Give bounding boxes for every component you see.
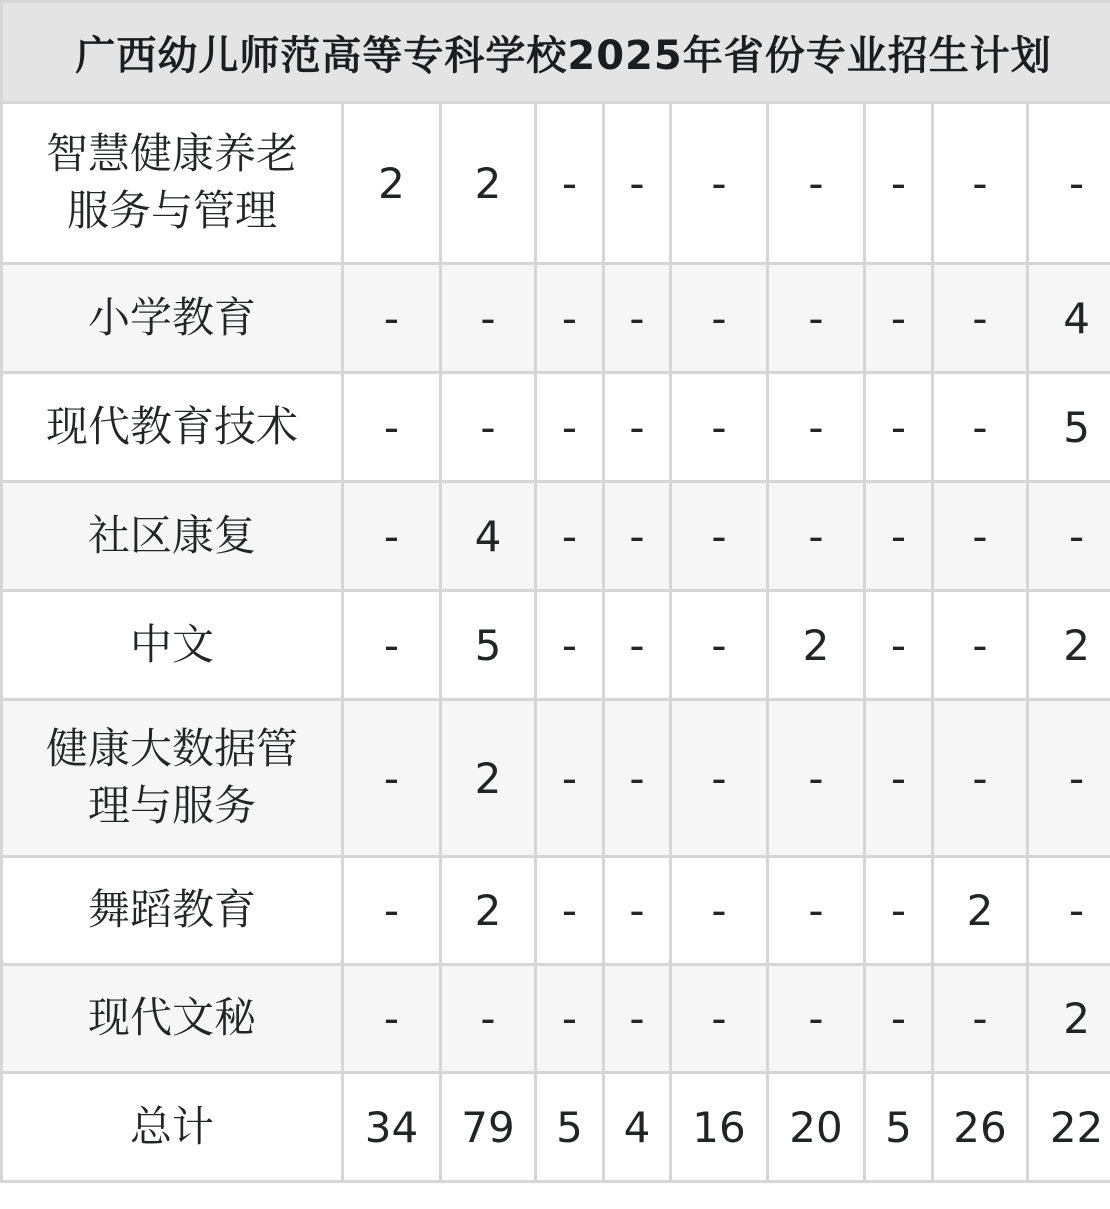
value-cell: 4 xyxy=(605,1074,669,1180)
row-label: 舞蹈教育 xyxy=(3,858,341,963)
value-cell: - xyxy=(866,592,931,698)
title-row xyxy=(3,3,1110,101)
table-row xyxy=(3,483,1110,589)
value-cell: 26 xyxy=(934,1074,1026,1180)
value-cell: - xyxy=(605,592,669,698)
value-cell: - xyxy=(605,966,669,1071)
value-cell: - xyxy=(537,104,602,262)
value-cell: - xyxy=(344,265,439,371)
value-cell: - xyxy=(866,374,931,480)
value-cell: - xyxy=(934,483,1026,589)
value-cell: 2 xyxy=(1029,592,1110,698)
value-cell: - xyxy=(537,265,602,371)
value-cell: - xyxy=(605,104,669,262)
value-cell: - xyxy=(344,374,439,480)
value-cell: - xyxy=(866,104,931,262)
value-cell: - xyxy=(442,966,534,1071)
value-cell: - xyxy=(537,483,602,589)
value-cell: - xyxy=(344,483,439,589)
row-label: 健康大数据管理与服务 xyxy=(3,701,341,855)
value-cell: 2 xyxy=(934,858,1026,963)
value-cell: 2 xyxy=(442,701,534,855)
table-row xyxy=(3,701,1110,855)
value-cell: 5 xyxy=(537,1074,602,1180)
value-cell: - xyxy=(672,592,766,698)
value-cell: - xyxy=(672,265,766,371)
value-cell: 5 xyxy=(1029,374,1110,480)
value-cell: 2 xyxy=(1029,966,1110,1071)
value-cell: 5 xyxy=(866,1074,931,1180)
value-cell: - xyxy=(672,374,766,480)
row-label: 社区康复 xyxy=(3,483,341,589)
value-cell: 2 xyxy=(442,104,534,262)
value-cell: - xyxy=(605,265,669,371)
value-cell: 79 xyxy=(442,1074,534,1180)
row-label: 小学教育 xyxy=(3,265,341,371)
value-cell: - xyxy=(672,104,766,262)
value-cell: - xyxy=(769,104,863,262)
value-cell: - xyxy=(537,374,602,480)
value-cell: - xyxy=(769,966,863,1071)
row-label: 总计 xyxy=(3,1074,341,1180)
value-cell: - xyxy=(769,701,863,855)
value-cell: - xyxy=(344,592,439,698)
value-cell: - xyxy=(1029,858,1110,963)
value-cell: - xyxy=(1029,701,1110,855)
value-cell: 5 xyxy=(442,592,534,698)
value-cell: 2 xyxy=(769,592,863,698)
value-cell: - xyxy=(934,265,1026,371)
value-cell: - xyxy=(344,858,439,963)
value-cell: - xyxy=(866,483,931,589)
value-cell: - xyxy=(672,858,766,963)
value-cell: - xyxy=(769,858,863,963)
row-label: 中文 xyxy=(3,592,341,698)
table-body xyxy=(3,104,1110,1180)
value-cell: - xyxy=(344,701,439,855)
table-row xyxy=(3,374,1110,480)
value-cell: - xyxy=(344,966,439,1071)
value-cell: 4 xyxy=(1029,265,1110,371)
value-cell: 34 xyxy=(344,1074,439,1180)
value-cell: - xyxy=(537,701,602,855)
value-cell: - xyxy=(934,966,1026,1071)
value-cell: - xyxy=(537,858,602,963)
value-cell: - xyxy=(672,483,766,589)
value-cell: - xyxy=(442,374,534,480)
value-cell: - xyxy=(1029,483,1110,589)
value-cell: - xyxy=(934,701,1026,855)
value-cell: - xyxy=(537,966,602,1071)
table-row xyxy=(3,265,1110,371)
value-cell: - xyxy=(934,104,1026,262)
value-cell: 22 xyxy=(1029,1074,1110,1180)
value-cell: - xyxy=(769,265,863,371)
value-cell: - xyxy=(442,265,534,371)
value-cell: - xyxy=(605,483,669,589)
value-cell: 2 xyxy=(442,858,534,963)
value-cell: - xyxy=(605,701,669,855)
table-row xyxy=(3,592,1110,698)
table-row xyxy=(3,966,1110,1071)
value-cell: 16 xyxy=(672,1074,766,1180)
value-cell: - xyxy=(672,701,766,855)
value-cell: - xyxy=(605,858,669,963)
value-cell: - xyxy=(672,966,766,1071)
value-cell: - xyxy=(866,265,931,371)
value-cell: - xyxy=(866,701,931,855)
row-label: 现代教育技术 xyxy=(3,374,341,480)
table-row xyxy=(3,104,1110,262)
value-cell: - xyxy=(866,858,931,963)
value-cell: - xyxy=(605,374,669,480)
value-cell: 4 xyxy=(442,483,534,589)
value-cell: - xyxy=(769,374,863,480)
value-cell: 20 xyxy=(769,1074,863,1180)
value-cell: - xyxy=(934,592,1026,698)
value-cell: - xyxy=(934,374,1026,480)
value-cell: - xyxy=(769,483,863,589)
table-title: 广西幼儿师范高等专科学校2025年省份专业招生计划 xyxy=(3,3,1110,101)
table-row xyxy=(3,858,1110,963)
table-row-total xyxy=(3,1074,1110,1180)
row-label: 智慧健康养老服务与管理 xyxy=(3,104,341,262)
row-label: 现代文秘 xyxy=(3,966,341,1071)
value-cell: - xyxy=(866,966,931,1071)
value-cell: - xyxy=(1029,104,1110,262)
value-cell: - xyxy=(537,592,602,698)
value-cell: 2 xyxy=(344,104,439,262)
